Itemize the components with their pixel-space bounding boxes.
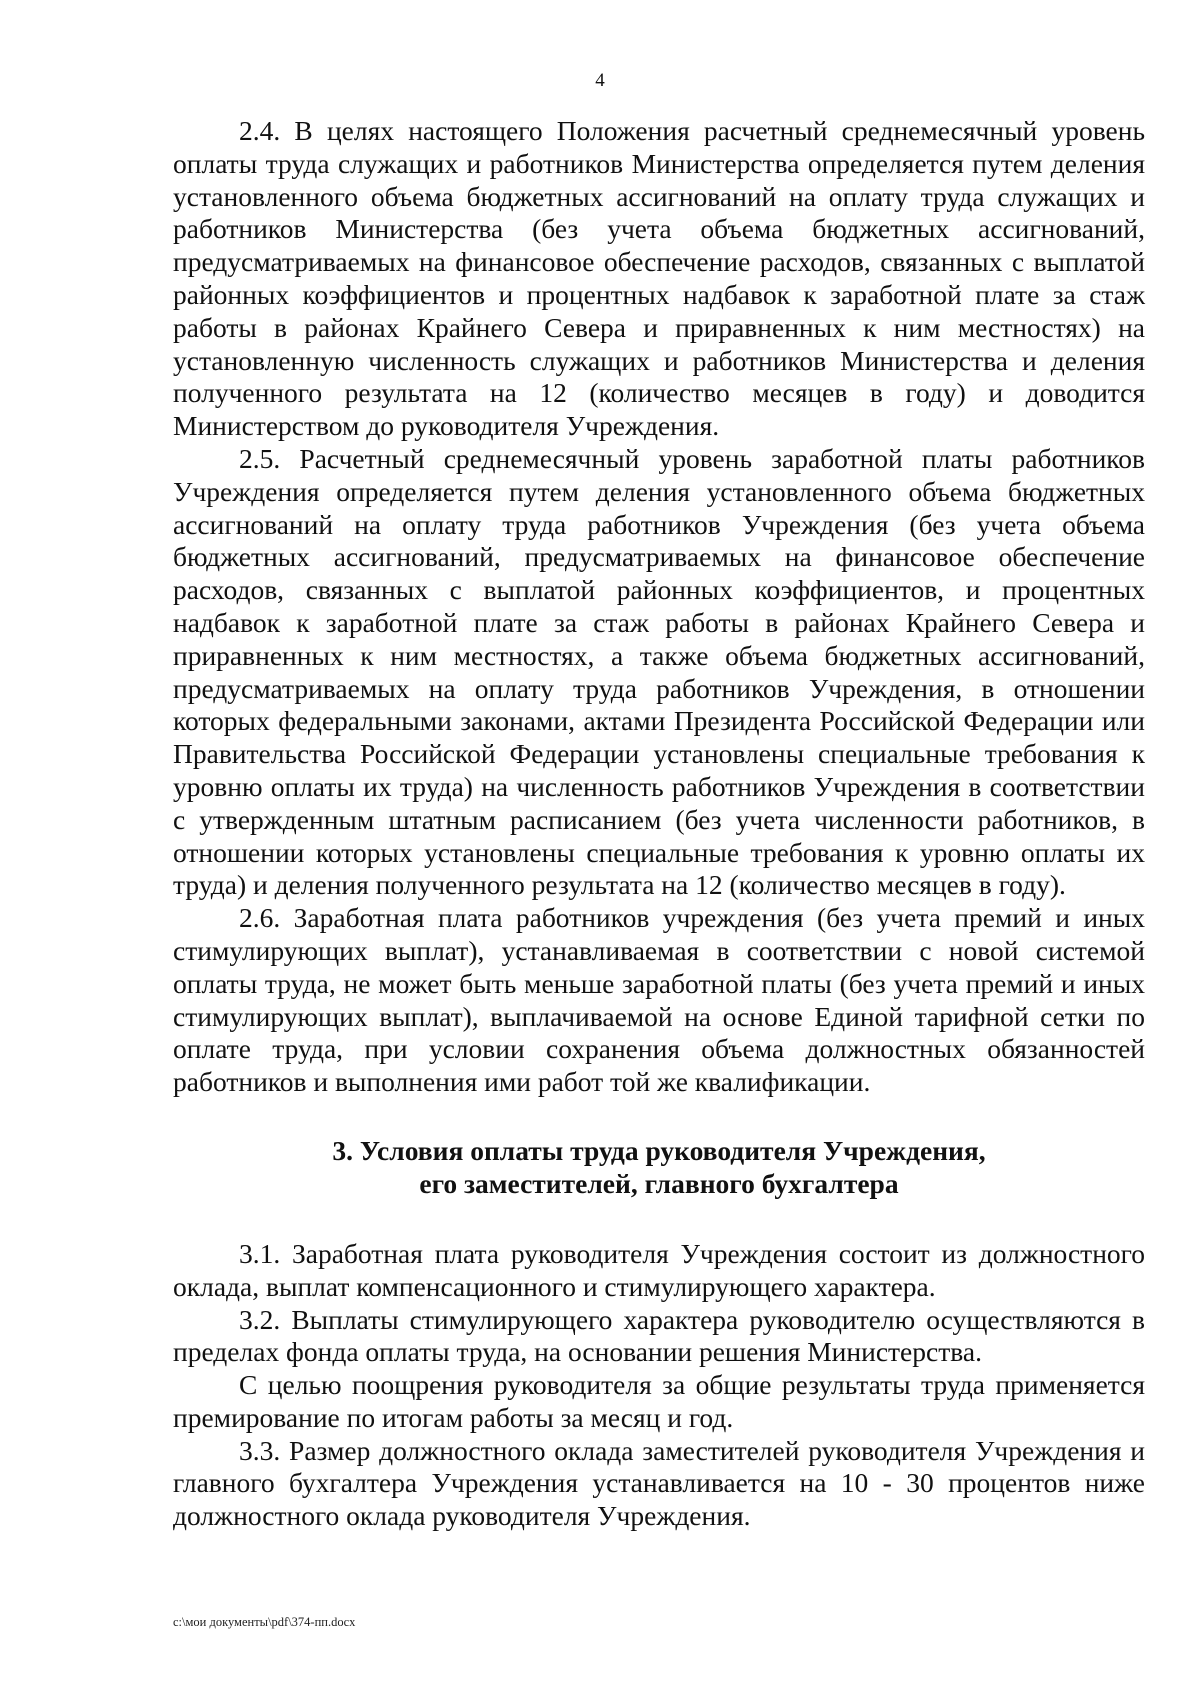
section-3-heading-line1: 3. Условия оплаты труда руководителя Учреждения, <box>332 1134 986 1166</box>
page-number: 4 <box>595 70 605 91</box>
paragraph-3-3: 3.3. Размер должностного оклада заместителей руководителя Учреждения и главного бухгалтера Учреждения устанавливается на 10 - 30 процентов ниже должностного оклада руководителя Учреждения. <box>173 1434 1145 1532</box>
section-3-heading-line2: его заместителей, главного бухгалтера <box>419 1167 899 1199</box>
paragraph-3-1: 3.1. Заработная плата руководителя Учреждения состоит из должностного оклада, выплат компенсационного и стимулирующего характера. <box>173 1237 1145 1302</box>
footer-file-path: c:\мои документы\pdf\374-пп.docx <box>173 1615 356 1629</box>
paragraph-3-2-continued: С целью поощрения руководителя за общие результаты труда применяется премирование по итогам работы за месяц и год. <box>173 1369 1145 1433</box>
paragraph-3-2: 3.2. Выплаты стимулирующего характера руководителю осуществляются в пределах фонда оплаты труда, на основании решения Министерства. <box>173 1303 1145 1368</box>
paragraph-2-5: 2.5. Расчетный среднемесячный уровень заработной платы работников Учреждения определяется путем деления установленного объема бюджетных ассигнований на оплату труда работников Учреждения (без учета объема бюджетных ассигнований, предусматриваемых на финансовое обеспечение расходов, связанных с выплатой районных коэффициентов, и процентных надбавок к заработной плате за стаж работы в районах Крайнего Севера и приравненных к ним местностях, а также объема бюджетных ассигнований, предусматриваемых на оплату труда работников Учреждения, в отношении которых федеральными законами, актами Президента Российской Федерации или Правительства Российской Федерации установлены специальные требования к уровню оплаты их труда) на численность работников Учреждения в соответствии с утвержденным штатным расписанием (без учета численности работников, в отношении которых установлены специальные требования к уровню оплаты их труда) и деления полученного результата на 12 (количество месяцев в году). <box>173 442 1145 901</box>
paragraph-2-4: 2.4. В целях настоящего Положения расчетный среднемесячный уровень оплаты труда служащих и работников Министерства определяется путем деления установленного объема бюджетных ассигнований на оплату труда служащих и работников Министерства (без учета объема бюджетных ассигнований, предусматриваемых на финансовое обеспечение расходов, связанных с выплатой районных коэффициентов и процентных надбавок к заработной плате за стаж работы в районах Крайнего Севера и приравненных к ним местностях) на установленную численность служащих и работников Министерства и деления полученного результата на 12 (количество месяцев в году) и доводится Министерством до руководителя Учреждения. <box>173 115 1145 442</box>
paragraph-2-6: 2.6. Заработная плата работников учреждения (без учета премий и иных стимулирующих выплат), устанавливаемая в соответствии с новой системой оплаты труда, не может быть меньше заработной платы (без учета премий и иных стимулирующих выплат), выплачиваемой на основе Единой тарифной сетки по оплате труда, при условии сохранения объема должностных обязанностей работников и выполнения ими работ той же квалификации. <box>173 902 1145 1098</box>
section-3-heading <box>173 1134 1145 1200</box>
document-body <box>173 115 1145 1533</box>
